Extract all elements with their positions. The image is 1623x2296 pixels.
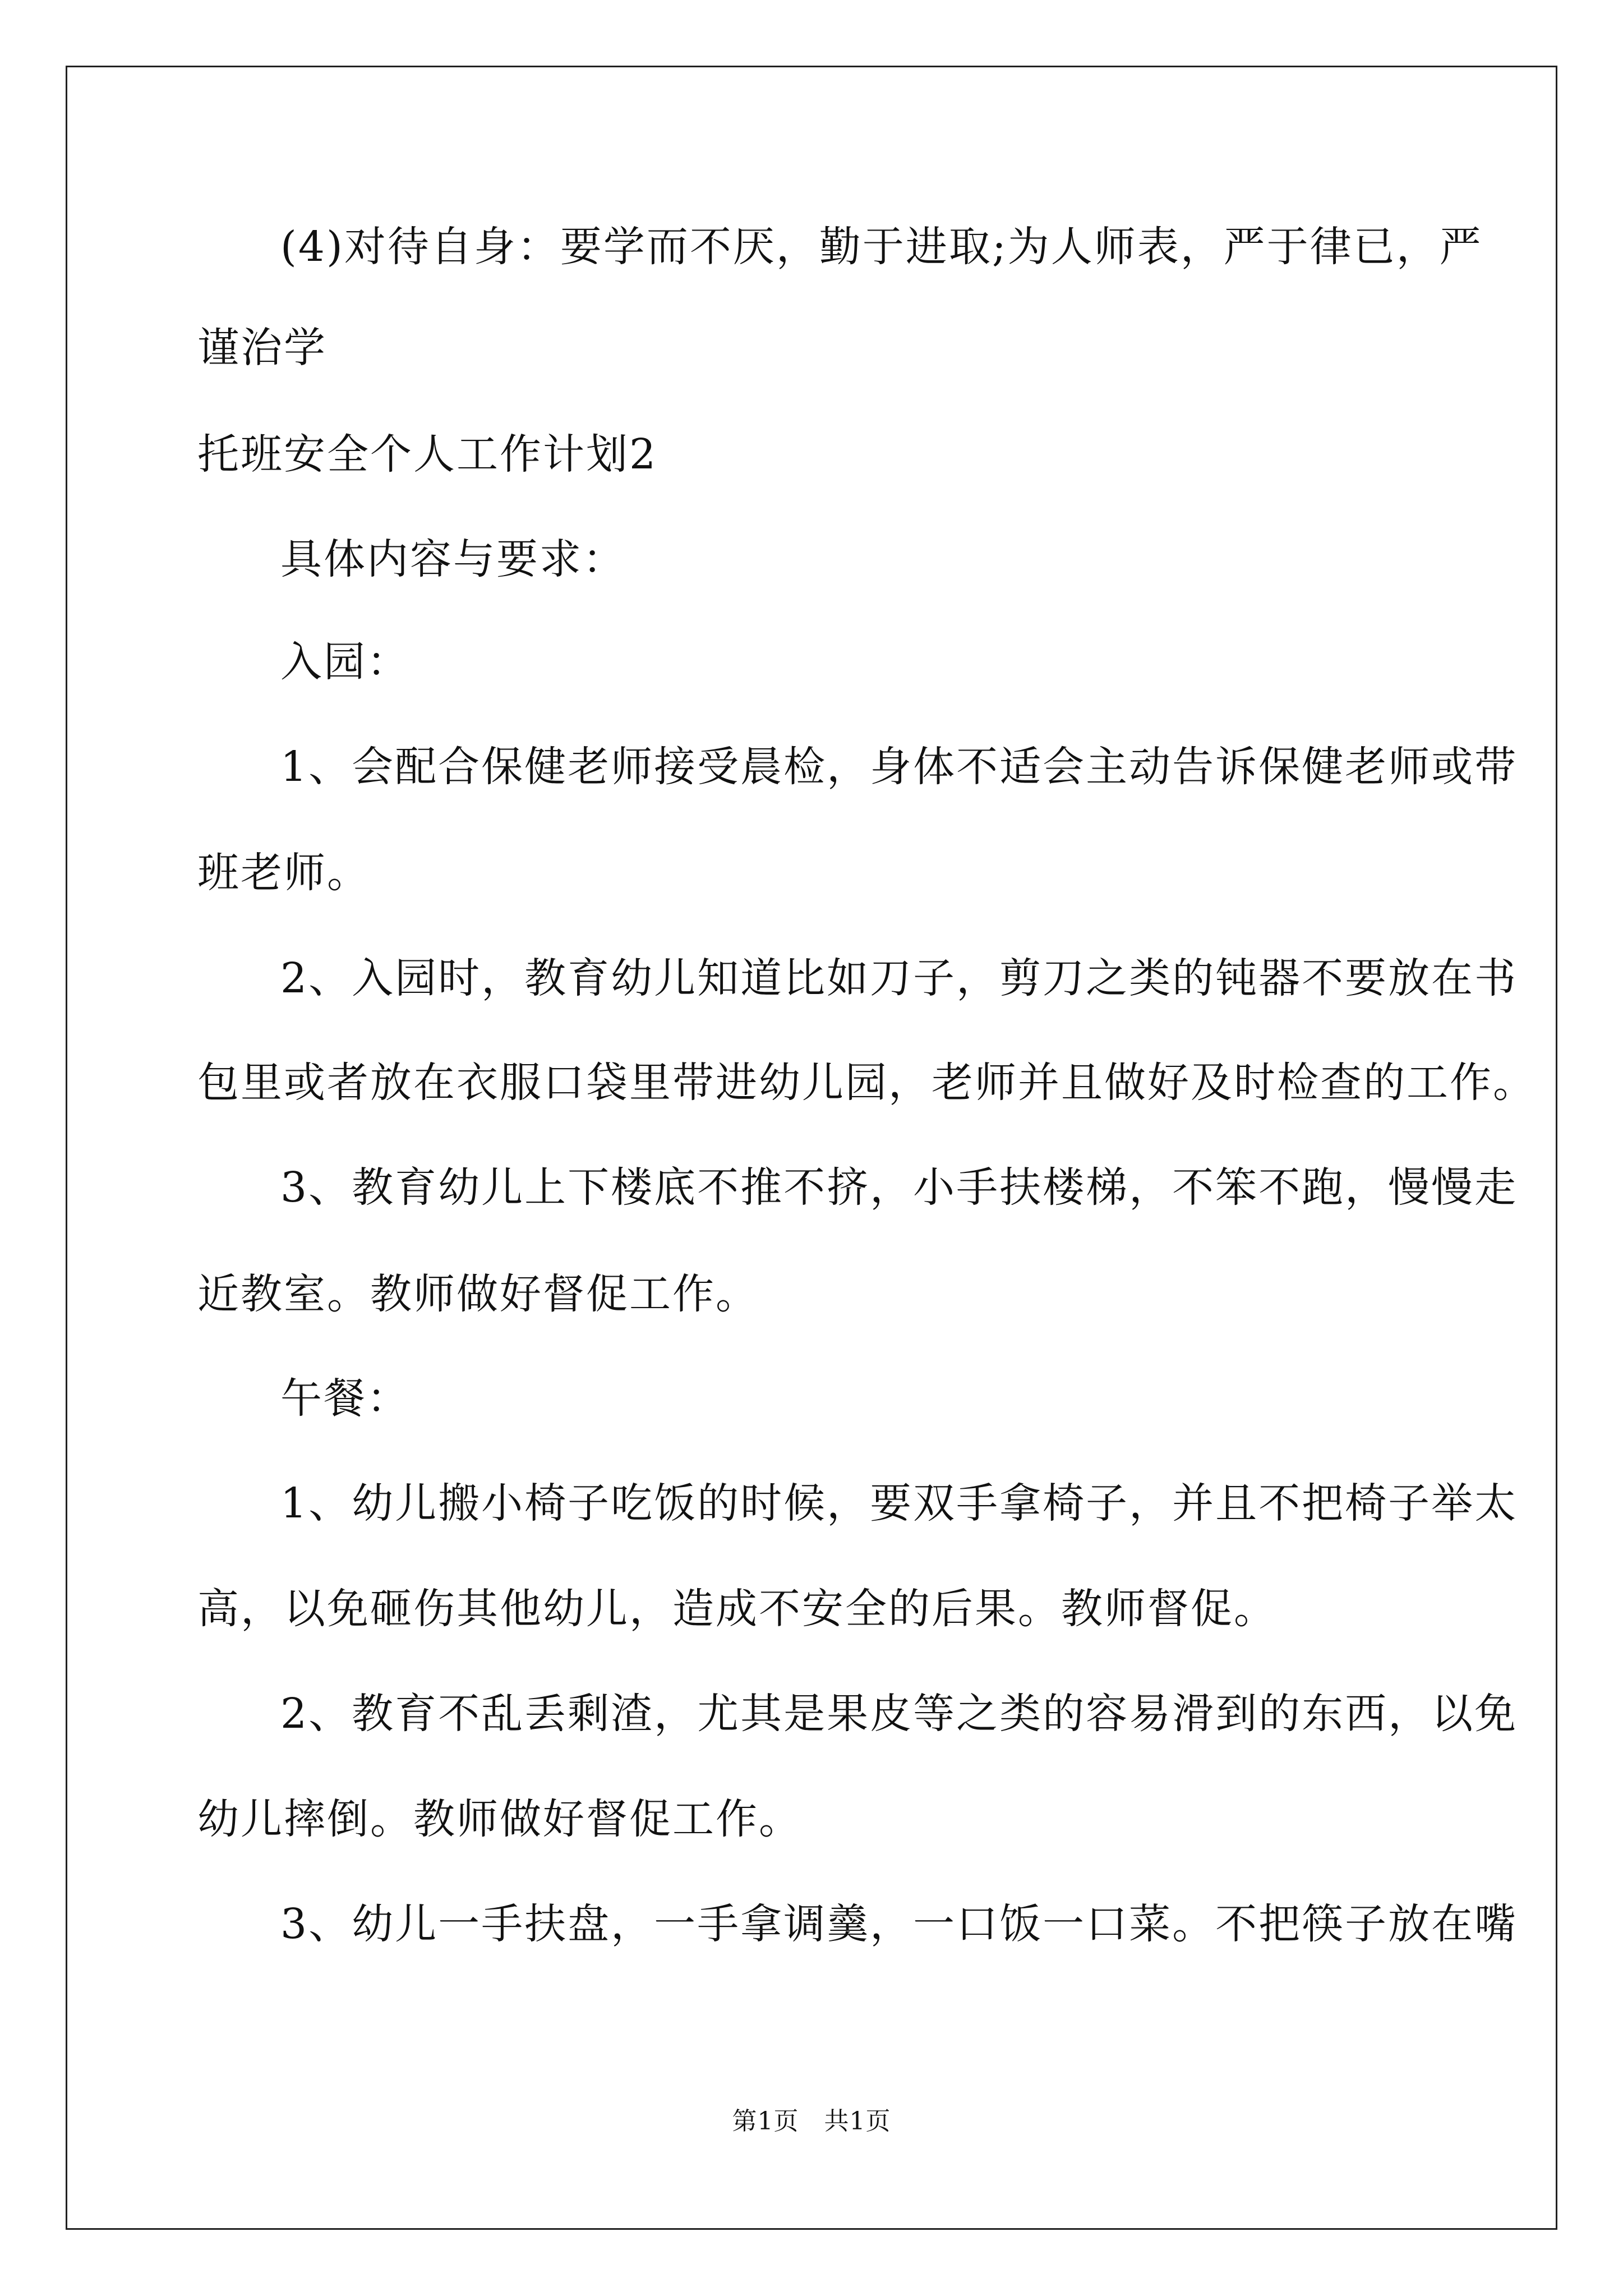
paragraph-line: 高，以免砸伤其他幼儿，造成不安全的后果。教师督促。 [197, 1585, 1277, 1633]
paragraph-line: 1、幼儿搬小椅子吃饭的时候，要双手拿椅子，并且不把椅子举太 [280, 1479, 1518, 1527]
paragraph-line: 2、教育不乱丢剩渣，尤其是果皮等之类的容易滑到的东西，以免 [280, 1690, 1518, 1738]
paragraph-line: 包里或者放在衣服口袋里带进幼儿园，老师并且做好及时检查的工作。 [197, 1059, 1536, 1107]
paragraph-line: 幼儿摔倒。教师做好督促工作。 [197, 1795, 802, 1843]
paragraph-line: 谨治学 [197, 324, 327, 372]
subheading: 入园： [280, 638, 410, 686]
paragraph-line: 近教室。教师做好督促工作。 [197, 1270, 759, 1318]
paragraph-line: 3、幼儿一手扶盘，一手拿调羹，一口饭一口菜。不把筷子放在嘴 [280, 1900, 1518, 1948]
paragraph-line: 3、教育幼儿上下楼底不推不挤，小手扶楼梯，不笨不跑，慢慢走 [280, 1163, 1518, 1212]
subheading: 午餐： [280, 1374, 410, 1423]
paragraph-line: 班老师。 [197, 849, 370, 897]
paragraph-line: 1、会配合保健老师接受晨检，身体不适会主动告诉保健老师或带 [280, 743, 1518, 791]
paragraph-line: (4)对待自身：要学而不厌，勤于进取;为人师表，严于律已，严 [280, 223, 1483, 271]
page-footer: 第1页 共1页 [732, 2107, 891, 2136]
paragraph-line: 2、入园时，教育幼儿知道比如刀子，剪刀之类的钝器不要放在书 [280, 954, 1518, 1002]
paragraph-line: 具体内容与要求： [280, 535, 626, 583]
section-heading: 托班安全个人工作计划2 [197, 430, 658, 478]
